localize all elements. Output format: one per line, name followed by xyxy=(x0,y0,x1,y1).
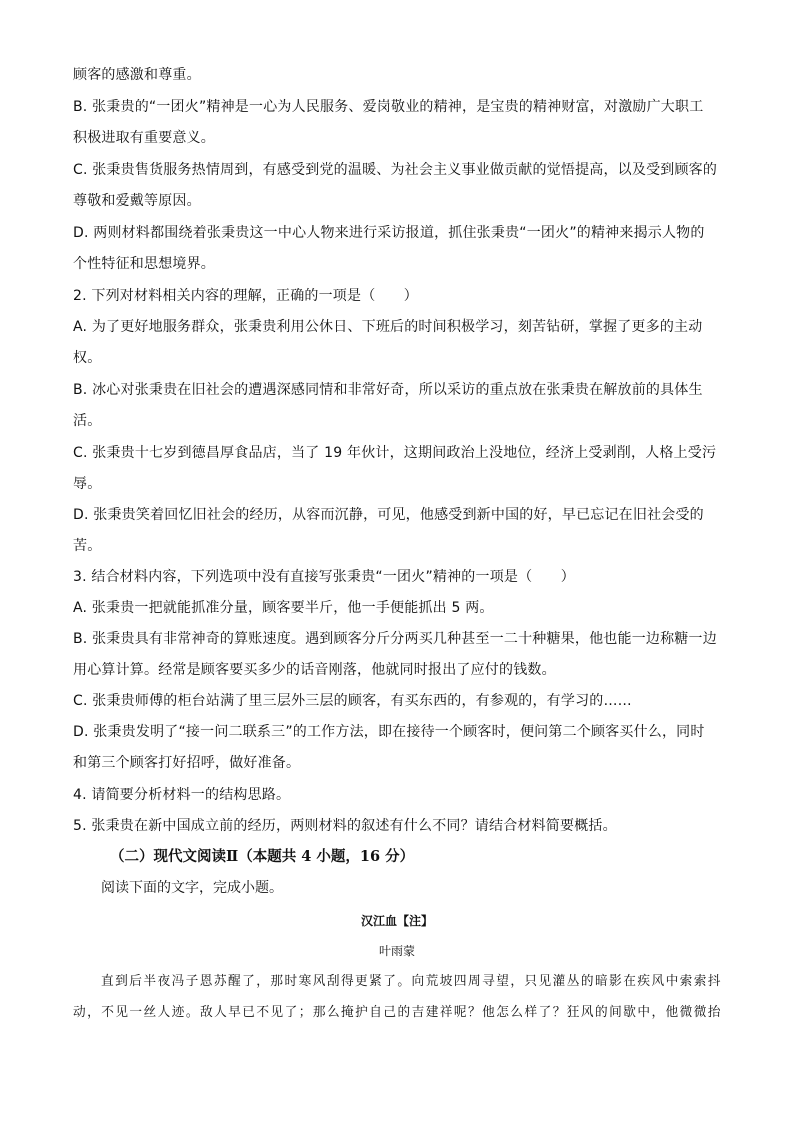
story-paragraph-line1: 直到后半夜冯子恩苏醒了，那时寒风刮得更紧了。向荒坡四周寻望，只见灌丛的暗影在疾风中索索抖 xyxy=(101,974,723,989)
q1-option-d-line2: 个性特征和思想境界。 xyxy=(73,256,215,272)
q3-option-d-line1: D. 张秉贵发明了“接一问二联系三”的工作方法，即在接待一个顾客时，便问第二个顾客买什么，同时 xyxy=(73,724,705,740)
q2-option-d-line2: 苦。 xyxy=(73,538,102,554)
q2-option-a-line2: 权。 xyxy=(73,350,102,366)
q1-option-d-line1: D. 两则材料都围绕着张秉贵这一中心人物来进行采访报道，抓住张秉贵“一团火”的精神来揭示人物的 xyxy=(73,225,705,241)
q2-option-c-line1: C. 张秉贵十七岁到德昌厚食品店，当了 19 年伙计，这期间政治上没地位，经济上受剥削，人格上受污 xyxy=(73,445,717,461)
q3-option-d-line2: 和第三个顾客打好招呼，做好准备。 xyxy=(73,755,301,771)
q5-stem: 5. 张秉贵在新中国成立前的经历，两则材料的叙述有什么不同？请结合材料简要概括。 xyxy=(73,818,617,834)
q1-option-b-line2: 积极进取有重要意义。 xyxy=(73,130,215,146)
q1-option-a-continuation: 顾客的感激和尊重。 xyxy=(73,67,201,83)
q1-option-c-line1: C. 张秉贵售货服务热情周到，有感受到党的温暖、为社会主义事业做贡献的觉悟提高，以及受到顾客的 xyxy=(73,162,718,178)
q2-stem: 2. 下列对材料相关内容的理解，正确的一项是（ ） xyxy=(73,288,419,304)
q3-option-b-line2: 用心算计算。经常是顾客要买多少的话音刚落，他就同时报出了应付的钱数。 xyxy=(73,662,556,678)
q2-option-c-line2: 辱。 xyxy=(73,476,102,492)
q1-option-b-line1: B. 张秉贵的“一团火”精神是一心为人民服务、爱岗敬业的精神，是宝贵的精神财富，对激励广大职工 xyxy=(73,99,704,115)
q3-option-a-line1: A. 张秉贵一把就能抓准分量，顾客要半斤，他一手便能抓出 5 两。 xyxy=(73,600,494,616)
story-paragraph-line2: 动，不见一丝人迹。敌人早已不见了；那么掩护自己的吉建祥呢？他怎么样了？狂风的间歇中，他微微抬 xyxy=(73,1005,723,1020)
q2-option-d-line1: D. 张秉贵笑着回忆旧社会的经历，从容而沉静，可见，他感受到新中国的好，早已忘记在旧社会受的 xyxy=(73,507,704,523)
reading-instruction: 阅读下面的文字，完成小题。 xyxy=(101,880,283,896)
q3-option-c-line1: C. 张秉贵师傅的柜台站满了里三层外三层的顾客，有买东西的，有参观的，有学习的…… xyxy=(73,693,632,709)
q3-stem: 3. 结合材料内容，下列选项中没有直接写张秉贵“一团火”精神的一项是（ ） xyxy=(73,569,575,585)
q1-option-c-line2: 尊敬和爱戴等原因。 xyxy=(73,193,201,209)
story-title: 汉江血【注】 xyxy=(360,914,433,928)
q2-option-a-line1: A. 为了更好地服务群众，张秉贵利用公休日、下班后的时间积极学习，刻苦钻研，掌握了更多的主动 xyxy=(73,319,703,335)
section-heading: （二）现代文阅读Ⅱ（本题共 4 小题，16 分） xyxy=(110,848,415,865)
q2-option-b-line2: 活。 xyxy=(73,413,102,429)
q3-option-b-line1: B. 张秉贵具有非常神奇的算账速度。遇到顾客分斤分两买几种甚至一二十种糖果，他也能一边称糖一边 xyxy=(73,631,717,647)
q4-stem: 4. 请简要分析材料一的结构思路。 xyxy=(73,787,291,803)
q2-option-b-line1: B. 冰心对张秉贵在旧社会的遭遇深感同情和非常好奇，所以采访的重点放在张秉贵在解放前的具体生 xyxy=(73,382,703,398)
story-author: 叶雨蒙 xyxy=(378,944,415,958)
